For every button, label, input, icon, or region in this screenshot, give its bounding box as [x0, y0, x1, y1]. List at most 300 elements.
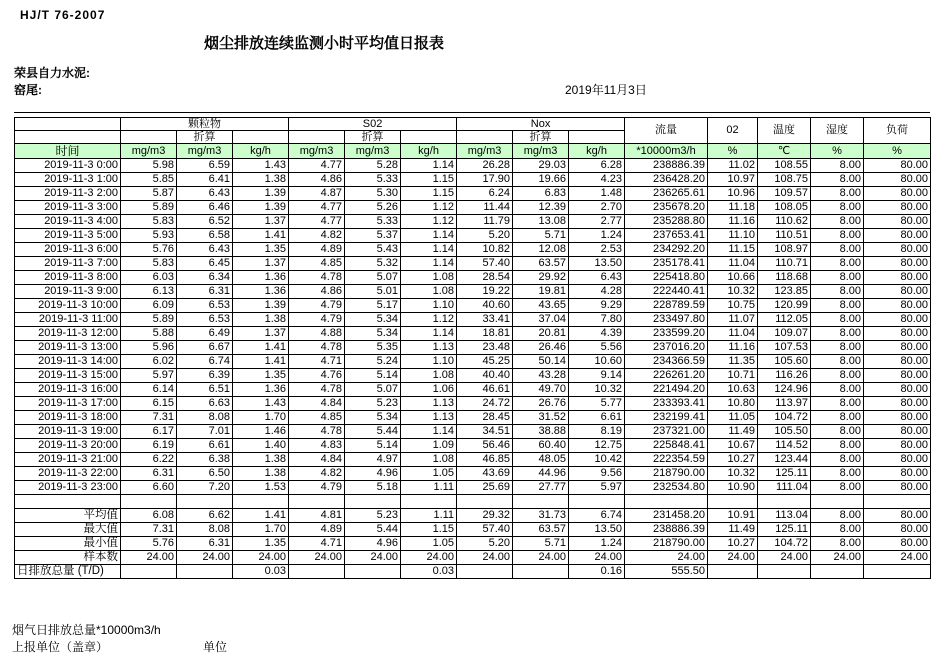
value-cell: 236265.61 — [625, 187, 708, 201]
value-cell: 6.03 — [121, 271, 177, 285]
value-cell: 6.15 — [121, 397, 177, 411]
summary-label: 样本数 — [15, 551, 121, 565]
value-cell: 1.11 — [401, 509, 457, 523]
value-cell — [121, 495, 177, 509]
table-row — [15, 383, 931, 397]
value-cell: 4.71 — [289, 537, 345, 551]
value-cell: 10.96 — [708, 187, 758, 201]
value-cell: 1.41 — [233, 509, 289, 523]
value-cell: 80.00 — [864, 313, 931, 327]
value-cell: 4.79 — [289, 481, 345, 495]
value-cell: 8.00 — [811, 215, 864, 229]
value-cell: 46.85 — [457, 453, 513, 467]
value-cell: 237016.20 — [625, 341, 708, 355]
value-cell: 80.00 — [864, 439, 931, 453]
value-cell: 5.43 — [345, 243, 401, 257]
blank-cell — [121, 131, 177, 144]
table-row — [15, 159, 931, 173]
value-cell: 24.00 — [177, 551, 233, 565]
time-cell: 2019-11-3 13:00 — [15, 341, 121, 355]
value-cell: 4.78 — [289, 271, 345, 285]
table-row — [15, 187, 931, 201]
value-cell — [708, 495, 758, 509]
time-cell: 2019-11-3 3:00 — [15, 201, 121, 215]
value-cell: 1.24 — [569, 229, 625, 243]
time-cell: 2019-11-3 20:00 — [15, 439, 121, 453]
value-cell: 225848.41 — [625, 439, 708, 453]
value-cell: 4.77 — [289, 159, 345, 173]
value-cell: 7.01 — [177, 425, 233, 439]
value-cell: 8.00 — [811, 397, 864, 411]
value-cell: 8.00 — [811, 425, 864, 439]
value-cell: 1.13 — [401, 397, 457, 411]
value-cell: 20.81 — [513, 327, 569, 341]
table-row — [15, 215, 931, 229]
value-cell: 4.97 — [345, 453, 401, 467]
value-cell: 218790.00 — [625, 467, 708, 481]
value-cell: 8.00 — [811, 355, 864, 369]
value-cell: 5.98 — [121, 159, 177, 173]
value-cell: 1.11 — [401, 481, 457, 495]
value-cell: 104.72 — [758, 537, 811, 551]
value-cell: 237653.41 — [625, 229, 708, 243]
value-cell: 24.00 — [758, 551, 811, 565]
value-cell: 5.35 — [345, 341, 401, 355]
value-cell: 123.85 — [758, 285, 811, 299]
value-cell: 10.91 — [708, 509, 758, 523]
value-cell: 6.62 — [177, 509, 233, 523]
table-row — [15, 271, 931, 285]
time-cell: 2019-11-3 0:00 — [15, 159, 121, 173]
top-rule-line — [14, 112, 930, 113]
value-cell: 6.08 — [121, 509, 177, 523]
page-title: 烟尘排放连续监测小时平均值日报表 — [204, 35, 445, 52]
company-name: 荣县自力水泥: — [14, 66, 90, 80]
value-cell: 6.67 — [177, 341, 233, 355]
value-cell: 1.37 — [233, 327, 289, 341]
value-cell: 24.00 — [345, 551, 401, 565]
value-cell: 5.33 — [345, 173, 401, 187]
value-cell: 80.00 — [864, 425, 931, 439]
value-cell: 5.30 — [345, 187, 401, 201]
unit-cell: mg/m3 — [457, 144, 513, 159]
unit-label: 单位 — [203, 640, 228, 654]
value-cell: 80.00 — [864, 285, 931, 299]
value-cell: 38.88 — [513, 425, 569, 439]
value-cell: 105.50 — [758, 425, 811, 439]
report-unit-stamp-label: 上报单位（盖章） — [12, 640, 109, 654]
value-cell: 13.08 — [513, 215, 569, 229]
value-cell: 5.76 — [121, 243, 177, 257]
value-cell: 5.85 — [121, 173, 177, 187]
blank-cell — [569, 131, 625, 144]
value-cell: 6.14 — [121, 383, 177, 397]
table-row — [15, 411, 931, 425]
value-cell: 80.00 — [864, 229, 931, 243]
time-cell: 2019-11-3 21:00 — [15, 453, 121, 467]
value-cell: 10.90 — [708, 481, 758, 495]
value-cell: 1.41 — [233, 229, 289, 243]
value-cell: 24.00 — [233, 551, 289, 565]
col-o2: 02 — [708, 118, 758, 144]
value-cell: 1.14 — [401, 229, 457, 243]
table-row — [15, 453, 931, 467]
value-cell: 8.00 — [811, 271, 864, 285]
value-cell: 80.00 — [864, 299, 931, 313]
value-cell: 11.44 — [457, 201, 513, 215]
value-cell: 6.39 — [177, 369, 233, 383]
value-cell: 1.39 — [233, 187, 289, 201]
value-cell — [569, 495, 625, 509]
value-cell: 24.00 — [708, 551, 758, 565]
time-cell: 2019-11-3 8:00 — [15, 271, 121, 285]
value-cell: 6.52 — [177, 215, 233, 229]
value-cell: 232534.80 — [625, 481, 708, 495]
col-load: 负荷 — [864, 118, 931, 144]
value-cell: 125.11 — [758, 467, 811, 481]
value-cell: 11.04 — [708, 257, 758, 271]
value-cell: 50.14 — [513, 355, 569, 369]
blank-cell — [15, 495, 121, 509]
value-cell: 1.13 — [401, 411, 457, 425]
value-cell: 31.73 — [513, 509, 569, 523]
table-row — [15, 243, 931, 257]
value-cell: 1.14 — [401, 243, 457, 257]
value-cell: 6.34 — [177, 271, 233, 285]
time-cell: 2019-11-3 1:00 — [15, 173, 121, 187]
value-cell — [457, 565, 513, 579]
value-cell: 8.08 — [177, 411, 233, 425]
value-cell: 5.44 — [345, 425, 401, 439]
value-cell: 0.03 — [401, 565, 457, 579]
value-cell: 6.41 — [177, 173, 233, 187]
value-cell: 33.41 — [457, 313, 513, 327]
value-cell: 1.14 — [401, 425, 457, 439]
value-cell: 5.14 — [345, 369, 401, 383]
table-row — [15, 257, 931, 271]
value-cell: 6.24 — [457, 187, 513, 201]
value-cell: 5.07 — [345, 383, 401, 397]
value-cell: 4.78 — [289, 383, 345, 397]
value-cell: 4.78 — [289, 341, 345, 355]
value-cell: 10.63 — [708, 383, 758, 397]
value-cell: 26.46 — [513, 341, 569, 355]
value-cell: 8.08 — [177, 523, 233, 537]
value-cell: 63.57 — [513, 257, 569, 271]
value-cell: 10.60 — [569, 355, 625, 369]
value-cell: 1.09 — [401, 439, 457, 453]
value-cell: 231458.20 — [625, 509, 708, 523]
value-cell: 6.31 — [177, 537, 233, 551]
blank-cell — [457, 131, 513, 144]
value-cell: 29.03 — [513, 159, 569, 173]
corner-cell-2 — [15, 131, 121, 144]
value-cell: 4.89 — [289, 523, 345, 537]
value-cell: 6.61 — [569, 411, 625, 425]
summary-row — [15, 523, 931, 537]
value-cell: 1.38 — [233, 173, 289, 187]
value-cell: 235288.80 — [625, 215, 708, 229]
value-cell: 1.41 — [233, 355, 289, 369]
value-cell: 6.17 — [121, 425, 177, 439]
value-cell: 10.71 — [708, 369, 758, 383]
value-cell — [401, 495, 457, 509]
value-cell: 48.05 — [513, 453, 569, 467]
corner-cell — [15, 118, 121, 131]
value-cell: 1.15 — [401, 173, 457, 187]
value-cell: 4.89 — [289, 243, 345, 257]
value-cell: 1.05 — [401, 467, 457, 481]
value-cell: 4.77 — [289, 215, 345, 229]
value-cell: 80.00 — [864, 341, 931, 355]
value-cell: 5.93 — [121, 229, 177, 243]
value-cell: 6.59 — [177, 159, 233, 173]
value-cell: 80.00 — [864, 159, 931, 173]
value-cell: 11.18 — [708, 201, 758, 215]
value-cell: 6.09 — [121, 299, 177, 313]
value-cell: 108.75 — [758, 173, 811, 187]
time-cell: 2019-11-3 9:00 — [15, 285, 121, 299]
time-cell: 2019-11-3 15:00 — [15, 369, 121, 383]
value-cell: 8.00 — [811, 299, 864, 313]
value-cell: 4.96 — [345, 467, 401, 481]
value-cell: 1.15 — [401, 187, 457, 201]
value-cell: 8.00 — [811, 341, 864, 355]
value-cell: 80.00 — [864, 201, 931, 215]
value-cell: 6.43 — [177, 243, 233, 257]
value-cell: 118.68 — [758, 271, 811, 285]
value-cell: 4.28 — [569, 285, 625, 299]
value-cell: 108.55 — [758, 159, 811, 173]
time-cell: 2019-11-3 23:00 — [15, 481, 121, 495]
value-cell: 5.97 — [569, 481, 625, 495]
value-cell: 80.00 — [864, 369, 931, 383]
value-cell: 7.31 — [121, 523, 177, 537]
value-cell: 63.57 — [513, 523, 569, 537]
value-cell: 44.96 — [513, 467, 569, 481]
value-cell: 8.00 — [811, 383, 864, 397]
value-cell: 10.80 — [708, 397, 758, 411]
value-cell: 11.02 — [708, 159, 758, 173]
value-cell: 1.70 — [233, 523, 289, 537]
value-cell: 11.16 — [708, 341, 758, 355]
unit-cell: mg/m3 — [345, 144, 401, 159]
unit-cell: mg/m3 — [289, 144, 345, 159]
value-cell: 108.05 — [758, 201, 811, 215]
value-cell: 5.89 — [121, 201, 177, 215]
value-cell: 11.49 — [708, 523, 758, 537]
value-cell: 5.20 — [457, 229, 513, 243]
value-cell: 1.37 — [233, 257, 289, 271]
value-cell: 2.77 — [569, 215, 625, 229]
value-cell: 26.28 — [457, 159, 513, 173]
value-cell: 1.08 — [401, 271, 457, 285]
value-cell: 11.79 — [457, 215, 513, 229]
value-cell: 13.50 — [569, 523, 625, 537]
unit-cell: mg/m3 — [177, 144, 233, 159]
value-cell: 6.22 — [121, 453, 177, 467]
value-cell: 123.44 — [758, 453, 811, 467]
table-row — [15, 299, 931, 313]
time-cell: 2019-11-3 17:00 — [15, 397, 121, 411]
table-row — [15, 481, 931, 495]
value-cell: 43.69 — [457, 467, 513, 481]
value-cell: 221494.20 — [625, 383, 708, 397]
value-cell: 5.14 — [345, 439, 401, 453]
value-cell: 5.23 — [345, 397, 401, 411]
value-cell: 1.35 — [233, 369, 289, 383]
value-cell: 5.01 — [345, 285, 401, 299]
value-cell: 113.04 — [758, 509, 811, 523]
unit-cell: % — [811, 144, 864, 159]
value-cell: 112.05 — [758, 313, 811, 327]
value-cell: 57.40 — [457, 523, 513, 537]
value-cell: 226261.20 — [625, 369, 708, 383]
value-cell: 1.10 — [401, 299, 457, 313]
value-cell: 19.22 — [457, 285, 513, 299]
value-cell: 6.31 — [121, 467, 177, 481]
value-cell: 11.04 — [708, 327, 758, 341]
time-column-header: 时间 — [15, 144, 121, 159]
value-cell: 6.83 — [513, 187, 569, 201]
value-cell — [121, 565, 177, 579]
value-cell: 555.50 — [625, 565, 708, 579]
value-cell: 11.15 — [708, 243, 758, 257]
time-cell: 2019-11-3 22:00 — [15, 467, 121, 481]
value-cell: 1.08 — [401, 285, 457, 299]
value-cell: 218790.00 — [625, 537, 708, 551]
value-cell: 110.62 — [758, 215, 811, 229]
value-cell: 4.82 — [289, 229, 345, 243]
value-cell: 5.28 — [345, 159, 401, 173]
value-cell: 80.00 — [864, 327, 931, 341]
value-cell: 104.72 — [758, 411, 811, 425]
value-cell: 1.48 — [569, 187, 625, 201]
value-cell: 5.34 — [345, 313, 401, 327]
table-row — [15, 285, 931, 299]
value-cell — [177, 495, 233, 509]
value-cell: 1.13 — [401, 341, 457, 355]
value-cell: 40.40 — [457, 369, 513, 383]
value-cell: 238886.39 — [625, 523, 708, 537]
value-cell: 233497.80 — [625, 313, 708, 327]
value-cell: 24.00 — [401, 551, 457, 565]
unit-cell: kg/h — [233, 144, 289, 159]
value-cell: 8.00 — [811, 285, 864, 299]
value-cell: 111.04 — [758, 481, 811, 495]
value-cell: 10.66 — [708, 271, 758, 285]
summary-label: 日排放总量 (T/D) — [15, 565, 121, 579]
value-cell: 80.00 — [864, 411, 931, 425]
value-cell: 11.10 — [708, 229, 758, 243]
unit-cell: % — [864, 144, 931, 159]
value-cell: 31.52 — [513, 411, 569, 425]
value-cell: 1.46 — [233, 425, 289, 439]
table-row — [15, 355, 931, 369]
value-cell: 1.41 — [233, 341, 289, 355]
table-row — [15, 201, 931, 215]
unit-cell: mg/m3 — [121, 144, 177, 159]
value-cell: 4.79 — [289, 299, 345, 313]
value-cell: 234292.20 — [625, 243, 708, 257]
value-cell: 12.75 — [569, 439, 625, 453]
value-cell: 11.05 — [708, 411, 758, 425]
value-cell: 5.24 — [345, 355, 401, 369]
value-cell: 109.07 — [758, 327, 811, 341]
value-cell: 1.15 — [401, 523, 457, 537]
table-row — [15, 229, 931, 243]
value-cell: 222354.59 — [625, 453, 708, 467]
value-cell: 80.00 — [864, 397, 931, 411]
value-cell: 1.40 — [233, 439, 289, 453]
value-cell: 236428.20 — [625, 173, 708, 187]
time-cell: 2019-11-3 11:00 — [15, 313, 121, 327]
value-cell: 6.74 — [177, 355, 233, 369]
value-cell: 0.03 — [233, 565, 289, 579]
value-cell: 1.43 — [233, 397, 289, 411]
value-cell: 10.67 — [708, 439, 758, 453]
value-cell: 8.00 — [811, 159, 864, 173]
value-cell: 24.00 — [811, 551, 864, 565]
value-cell: 8.00 — [811, 509, 864, 523]
value-cell: 1.43 — [233, 159, 289, 173]
value-cell: 6.13 — [121, 285, 177, 299]
value-cell: 6.43 — [569, 271, 625, 285]
value-cell: 5.97 — [121, 369, 177, 383]
value-cell: 6.50 — [177, 467, 233, 481]
value-cell: 5.71 — [513, 229, 569, 243]
value-cell: 6.46 — [177, 201, 233, 215]
value-cell: 225418.80 — [625, 271, 708, 285]
value-cell: 105.60 — [758, 355, 811, 369]
value-cell: 5.44 — [345, 523, 401, 537]
value-cell: 6.53 — [177, 299, 233, 313]
time-cell: 2019-11-3 7:00 — [15, 257, 121, 271]
value-cell: 7.80 — [569, 313, 625, 327]
value-cell: 80.00 — [864, 243, 931, 257]
value-cell: 5.34 — [345, 411, 401, 425]
value-cell: 233393.41 — [625, 397, 708, 411]
value-cell: 5.89 — [121, 313, 177, 327]
value-cell: 5.77 — [569, 397, 625, 411]
value-cell: 24.00 — [289, 551, 345, 565]
blank-cell — [289, 131, 345, 144]
value-cell: 6.60 — [121, 481, 177, 495]
value-cell: 120.99 — [758, 299, 811, 313]
value-cell: 5.71 — [513, 537, 569, 551]
value-cell: 1.39 — [233, 299, 289, 313]
value-cell: 8.00 — [811, 439, 864, 453]
value-cell: 5.88 — [121, 327, 177, 341]
value-cell: 19.66 — [513, 173, 569, 187]
value-cell: 80.00 — [864, 509, 931, 523]
value-cell: 235678.20 — [625, 201, 708, 215]
value-cell — [864, 565, 931, 579]
unit-cell: mg/m3 — [513, 144, 569, 159]
value-cell: 4.77 — [289, 201, 345, 215]
value-cell: 6.74 — [569, 509, 625, 523]
summary-label: 最大值 — [15, 523, 121, 537]
value-cell: 80.00 — [864, 215, 931, 229]
value-cell — [345, 565, 401, 579]
value-cell: 4.85 — [289, 257, 345, 271]
value-cell: 1.06 — [401, 383, 457, 397]
value-cell — [625, 495, 708, 509]
value-cell: 45.25 — [457, 355, 513, 369]
value-cell: 4.39 — [569, 327, 625, 341]
value-cell: 46.61 — [457, 383, 513, 397]
value-cell: 5.34 — [345, 327, 401, 341]
